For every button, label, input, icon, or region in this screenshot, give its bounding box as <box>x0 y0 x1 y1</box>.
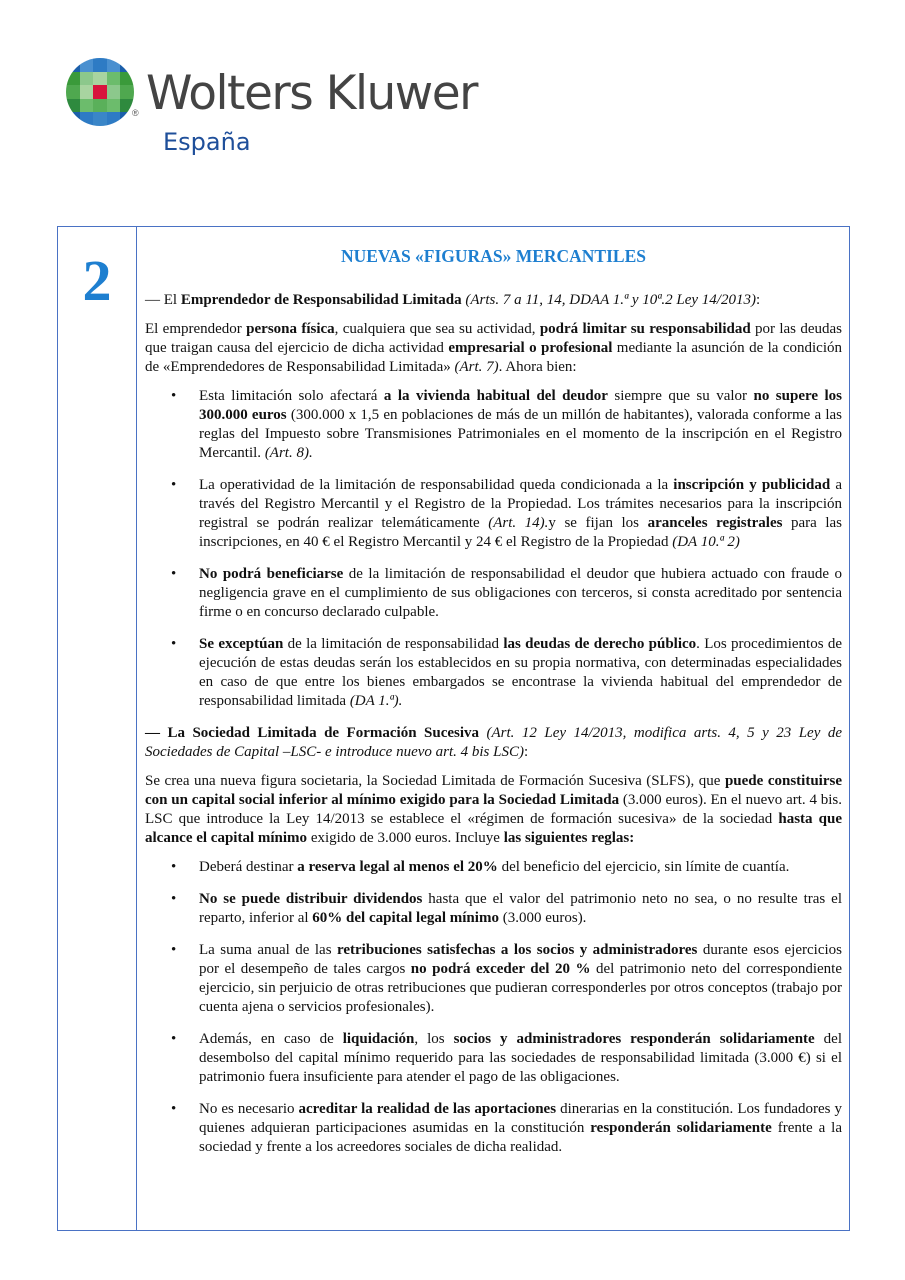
globe-tile <box>80 72 94 86</box>
text-run: hasta que el valor del patrimonio neto no sea, o no resulte tras el reparto, inferior al <box>199 891 842 926</box>
bold-text: — La Sociedad Limitada de Formación Sucesiva <box>145 725 480 741</box>
section-number-column <box>58 227 137 1230</box>
text-run: de la limitación de responsabilidad <box>283 636 504 652</box>
globe-tile <box>80 58 94 72</box>
text-run: : <box>524 744 529 760</box>
globe-tile <box>93 72 107 86</box>
text-run: El emprendedor <box>145 321 247 337</box>
bold-text: puede constituirse con un capital social inferior al mínimo exigido para la Sociedad Limitada <box>145 773 843 808</box>
bold-text: hasta que alcance el capital mínimo <box>145 811 842 846</box>
section-box <box>57 226 850 1231</box>
text-run: y se fijan los <box>548 515 648 531</box>
bold-text: responderán solidariamente <box>590 1120 772 1136</box>
list-item <box>145 941 842 1017</box>
list-item <box>145 858 842 877</box>
bullet-icon: • <box>171 636 177 652</box>
text-run: exigido de 3.000 euros. Incluye <box>307 830 504 846</box>
paragraph <box>145 320 842 377</box>
text-run: La operatividad de la limitación de responsabilidad queda condicionada a la <box>199 477 674 493</box>
text-run: por las deudas que traigan causa del ejercicio de dicha actividad <box>145 321 843 356</box>
brand-name: Wolters Kluwer <box>146 66 477 121</box>
bullet-list <box>145 387 842 711</box>
bold-text: retribuciones satisfechas a los socios y administradores <box>336 942 698 958</box>
list-item <box>145 890 842 928</box>
citation-text: (Art. 12 Ley 14/2013, modifica arts. 4, 5 y 23 Ley de Sociedades de Capital –LSC- e introduce nuevo art. 4 bis LSC) <box>145 725 842 760</box>
globe-tile <box>80 85 94 99</box>
bullet-icon: • <box>171 388 177 404</box>
globe-tile <box>80 99 94 113</box>
globe-tile <box>93 112 107 126</box>
bullet-icon: • <box>171 566 177 582</box>
citation-text: (Art. 7) <box>454 359 499 375</box>
paragraph <box>145 772 842 848</box>
text-run: del beneficio del ejercicio, sin límite de cuantía. <box>497 859 790 875</box>
brand-country: España <box>163 128 251 156</box>
text-run: de la limitación de responsabilidad el deudor que hubiera actuado con fraude o negligencia grave en el cumplimiento de sus obligaciones con terceros, si consta acreditado por sentencia firme o en concurso declarado culpable. <box>199 566 842 620</box>
text-run: : <box>755 292 761 308</box>
text-run: (3.000 euros). En el nuevo art. 4 bis. LSC que introduce la Ley 14/2013 se establece el «régimen de formación sucesiva» de la sociedad <box>145 792 843 827</box>
bold-text: a reserva legal al menos el 20% <box>297 859 498 875</box>
text-run: a través del Registro Mercantil y el Registro de la Propiedad. Los trámites necesarios para la inscripción registral se podrán realizar telemáticamente <box>199 477 842 531</box>
list-item <box>145 1030 842 1087</box>
globe-tile <box>120 85 134 99</box>
section-title: NUEVAS «FIGURAS» MERCANTILES <box>340 246 646 266</box>
text-run: . Ahora bien: <box>498 359 577 375</box>
text-run <box>479 725 486 741</box>
bold-text: persona física <box>246 321 335 337</box>
globe-tile <box>66 85 80 99</box>
section-content <box>145 241 842 1170</box>
text-run: , los <box>414 1031 454 1047</box>
bold-text: Se exceptúan <box>199 636 284 652</box>
text-run: Además, en caso de <box>199 1031 343 1047</box>
text-run: durante esos ejercicios por el desempeño de tales cargos <box>199 942 842 977</box>
bold-text: no podrá exceder del 20 % <box>410 961 591 977</box>
bold-text: inscripción y publicidad <box>673 477 831 493</box>
text-run: siempre que su valor <box>607 388 754 404</box>
bold-text: empresarial o profesional <box>448 340 613 356</box>
text-run: Esta limitación solo afectará <box>199 388 384 404</box>
bold-text: aranceles registrales <box>647 515 783 531</box>
globe-tile <box>107 85 121 99</box>
section-number: 2 <box>82 248 112 313</box>
globe-tile <box>66 99 80 113</box>
bold-text: no supere los 300.000 euros <box>199 388 842 423</box>
bold-text: No podrá beneficiarse <box>199 566 344 582</box>
registered-mark: ® <box>132 108 139 118</box>
text-run: La suma anual de las <box>199 942 337 958</box>
list-item <box>145 1100 842 1157</box>
citation-text: (Arts. 7 a 11, 14, DDAA 1.ª y 10ª.2 Ley 14/2013) <box>465 292 756 308</box>
paragraph <box>145 291 842 310</box>
bold-text: a la vivienda habitual del deudor <box>383 388 608 404</box>
bold-text: Emprendedor de Responsabilidad Limitada <box>180 292 462 308</box>
globe-tile <box>120 58 134 72</box>
text-run: del patrimonio neto del correspondiente ejercicio, sin perjuicio de otras retribuciones que pudieran corresponderles por otros conceptos (trabajo por cuenta ajena o servicios profesionales). <box>199 961 843 1015</box>
bullet-icon: • <box>171 942 177 958</box>
bullet-icon: • <box>171 1031 177 1047</box>
text-run: , cualquiera que sea su actividad, <box>334 321 540 337</box>
bullet-icon: • <box>171 1101 177 1117</box>
bold-text: 60% del capital legal mínimo <box>312 910 499 926</box>
text-run: Deberá destinar <box>199 859 298 875</box>
text-run: (3.000 euros). <box>498 910 587 926</box>
globe-tile <box>93 85 107 99</box>
list-item <box>145 565 842 622</box>
wolters-kluwer-logo <box>66 58 506 168</box>
text-run: mediante la asunción de la condición de «Emprendedores de Responsabilidad Limitada» <box>145 340 842 375</box>
bold-text: podrá limitar su responsabilidad <box>539 321 751 337</box>
text-run: . Los procedimientos de ejecución de estas deudas serán los establecidos en su propia normativa, con determinadas especialidades en caso de que entre los bienes embargados se encontrase la vivienda habitual del emprendedor de responsabilidad limitada <box>199 636 842 709</box>
paragraph <box>145 724 842 762</box>
list-item <box>145 387 842 463</box>
citation-text: (Art. 14). <box>488 515 549 531</box>
bold-text: las siguientes reglas: <box>503 830 635 846</box>
globe-tile <box>107 72 121 86</box>
list-item <box>145 635 842 711</box>
bold-text: No se puede distribuir dividendos <box>199 891 423 907</box>
globe-tile <box>80 112 94 126</box>
text-run: Se crea una nueva figura societaria, la Sociedad Limitada de Formación Sucesiva (SLFS), que <box>145 773 725 789</box>
text-run: — El <box>145 292 181 308</box>
text-run: frente a la sociedad y frente a los acreedores sociales de dicha realidad. <box>199 1120 842 1155</box>
bold-text: liquidación <box>342 1031 415 1047</box>
globe-tile <box>107 99 121 113</box>
list-item <box>145 476 842 552</box>
globe-tile <box>66 112 80 126</box>
bullet-icon: • <box>171 477 177 493</box>
globe-tile <box>66 72 80 86</box>
bold-text: socios y administradores responderán solidariamente <box>453 1031 815 1047</box>
bold-text: acreditar la realidad de las aportaciones <box>298 1101 557 1117</box>
text-run: No es necesario <box>199 1101 299 1117</box>
globe-logo-icon <box>66 58 134 126</box>
citation-text: (DA 1.ª). <box>349 693 403 709</box>
globe-tile <box>107 58 121 72</box>
globe-tile <box>107 112 121 126</box>
globe-tile <box>93 99 107 113</box>
bullet-list <box>145 858 842 1157</box>
text-run: del desembolso del capital mínimo requerido para las sociedades de responsabilidad limitada (3.000 €) si el patrimonio fuera insuficiente para atender el pago de las obligaciones. <box>199 1031 842 1085</box>
bold-text: las deudas de derecho público <box>503 636 697 652</box>
citation-text: (DA 10.ª 2) <box>672 534 740 550</box>
bullet-icon: • <box>171 891 177 907</box>
globe-tile <box>93 58 107 72</box>
citation-text: (Art. 8). <box>264 445 313 461</box>
bullet-icon: • <box>171 859 177 875</box>
text-run: para las inscripciones, en 40 € el Registro Mercantil y 24 € el Registro de la Propiedad <box>199 515 842 550</box>
text-run: (300.000 x 1,5 en poblaciones de más de un millón de habitantes), valorada conforme a las reglas del Impuesto sobre Transmisiones Patrimoniales en el momento de la inscripción en el Registro Mercantil. <box>199 407 842 461</box>
globe-tile <box>66 58 80 72</box>
text-run: dinerarias en la constitución. Los fundadores y quienes adquieran participaciones asumidas en la constitución <box>199 1101 842 1136</box>
globe-tile <box>120 72 134 86</box>
